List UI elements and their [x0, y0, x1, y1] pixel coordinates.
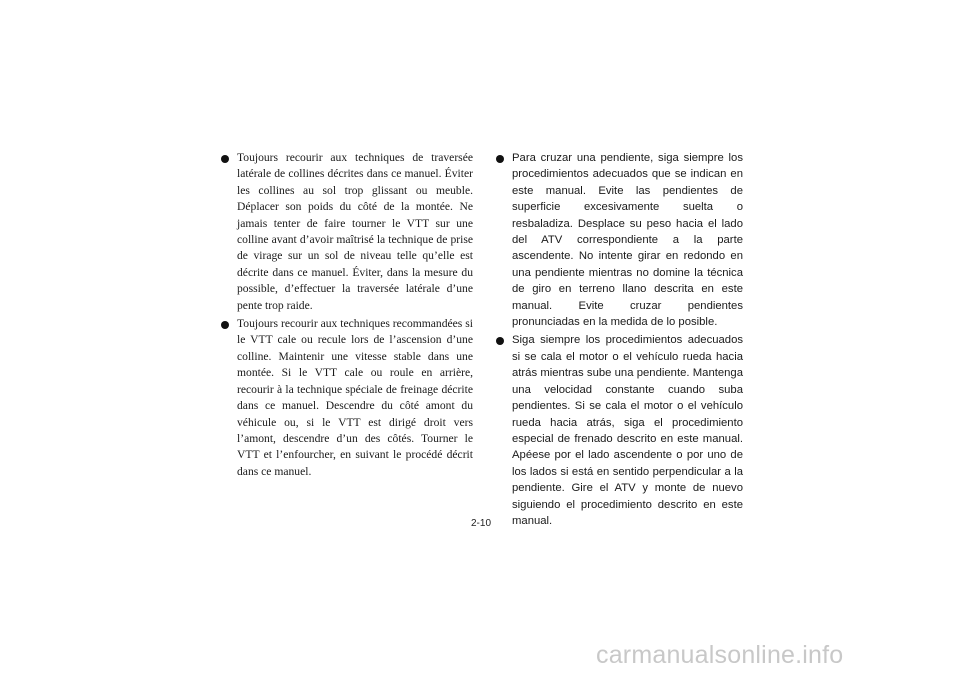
bullet-icon: [221, 155, 229, 163]
list-item: [495, 332, 743, 529]
paragraph-text: Siga siempre los procedimientos adecuados si se cala el motor o el vehículo rueda hacia atrás mientras sube una pendiente. Mantenga una velocidad constante cuando suba pendientes. Si se cala el motor o el vehículo rueda hacia atrás, siga el procedimiento especial de frenado descrito en este manual. Apéese por el lado ascendente o por uno de los lados si está en sentido perpendicular a la pendiente. Gire el ATV y monte de nuevo siguiendo el procedimiento descrito en este manual.: [512, 334, 743, 527]
list-item: [495, 150, 743, 330]
list-item: [220, 316, 473, 480]
paragraph-text: Toujours recourir aux techniques de traversée latérale de collines décrites dans ce manuel. Éviter les collines au sol trop glissant ou meuble. Déplacer son poids du côté de la montée. Ne jamais tenter de faire tourner le VTT sur une colline avant d’avoir maîtrisé la technique de prise de virage sur un sol de niveau telle qu’elle est décrite dans ce manuel. Éviter, dans la mesure du possible, d’effectuer la traversée latérale d’une pente trop raide.: [237, 151, 473, 312]
list-item: [220, 150, 473, 314]
bullet-icon: [496, 155, 504, 163]
bullet-icon: [496, 337, 504, 345]
watermark: carmanualsonline.info: [596, 641, 844, 669]
paragraph-text: Toujours recourir aux techniques recommandées si le VTT cale ou recule lors de l’ascension d’une colline. Maintenir une vitesse stable dans une montée. Si le VTT cale ou roule en arrière, recourir à la technique spéciale de freinage décrite dans ce manuel. Descendre du côté amont du véhicule ou, si le VTT est dirigé droit vers l’amont, descendre d’un des côtés. Tourner le VTT et l’enfourcher, en suivant le procédé décrit dans ce manuel.: [237, 317, 473, 478]
french-column: [220, 150, 473, 482]
paragraph-text: Para cruzar una pendiente, siga siempre los procedimientos adecuados que se indican en este manual. Evite las pendientes de superficie excesivamente suelta o resbaladiza. Desplace su peso hacia el lado del ATV correspondiente a la parte ascendente. No intente girar en redondo en una pendiente mientras no domine la técnica de giro en terreno llano descrita en este manual. Evite cruzar pendientes pronunciadas en la medida de lo posible.: [512, 152, 743, 329]
bullet-icon: [221, 321, 229, 329]
page-number: 2-10: [471, 518, 492, 529]
spanish-column: [495, 150, 743, 531]
